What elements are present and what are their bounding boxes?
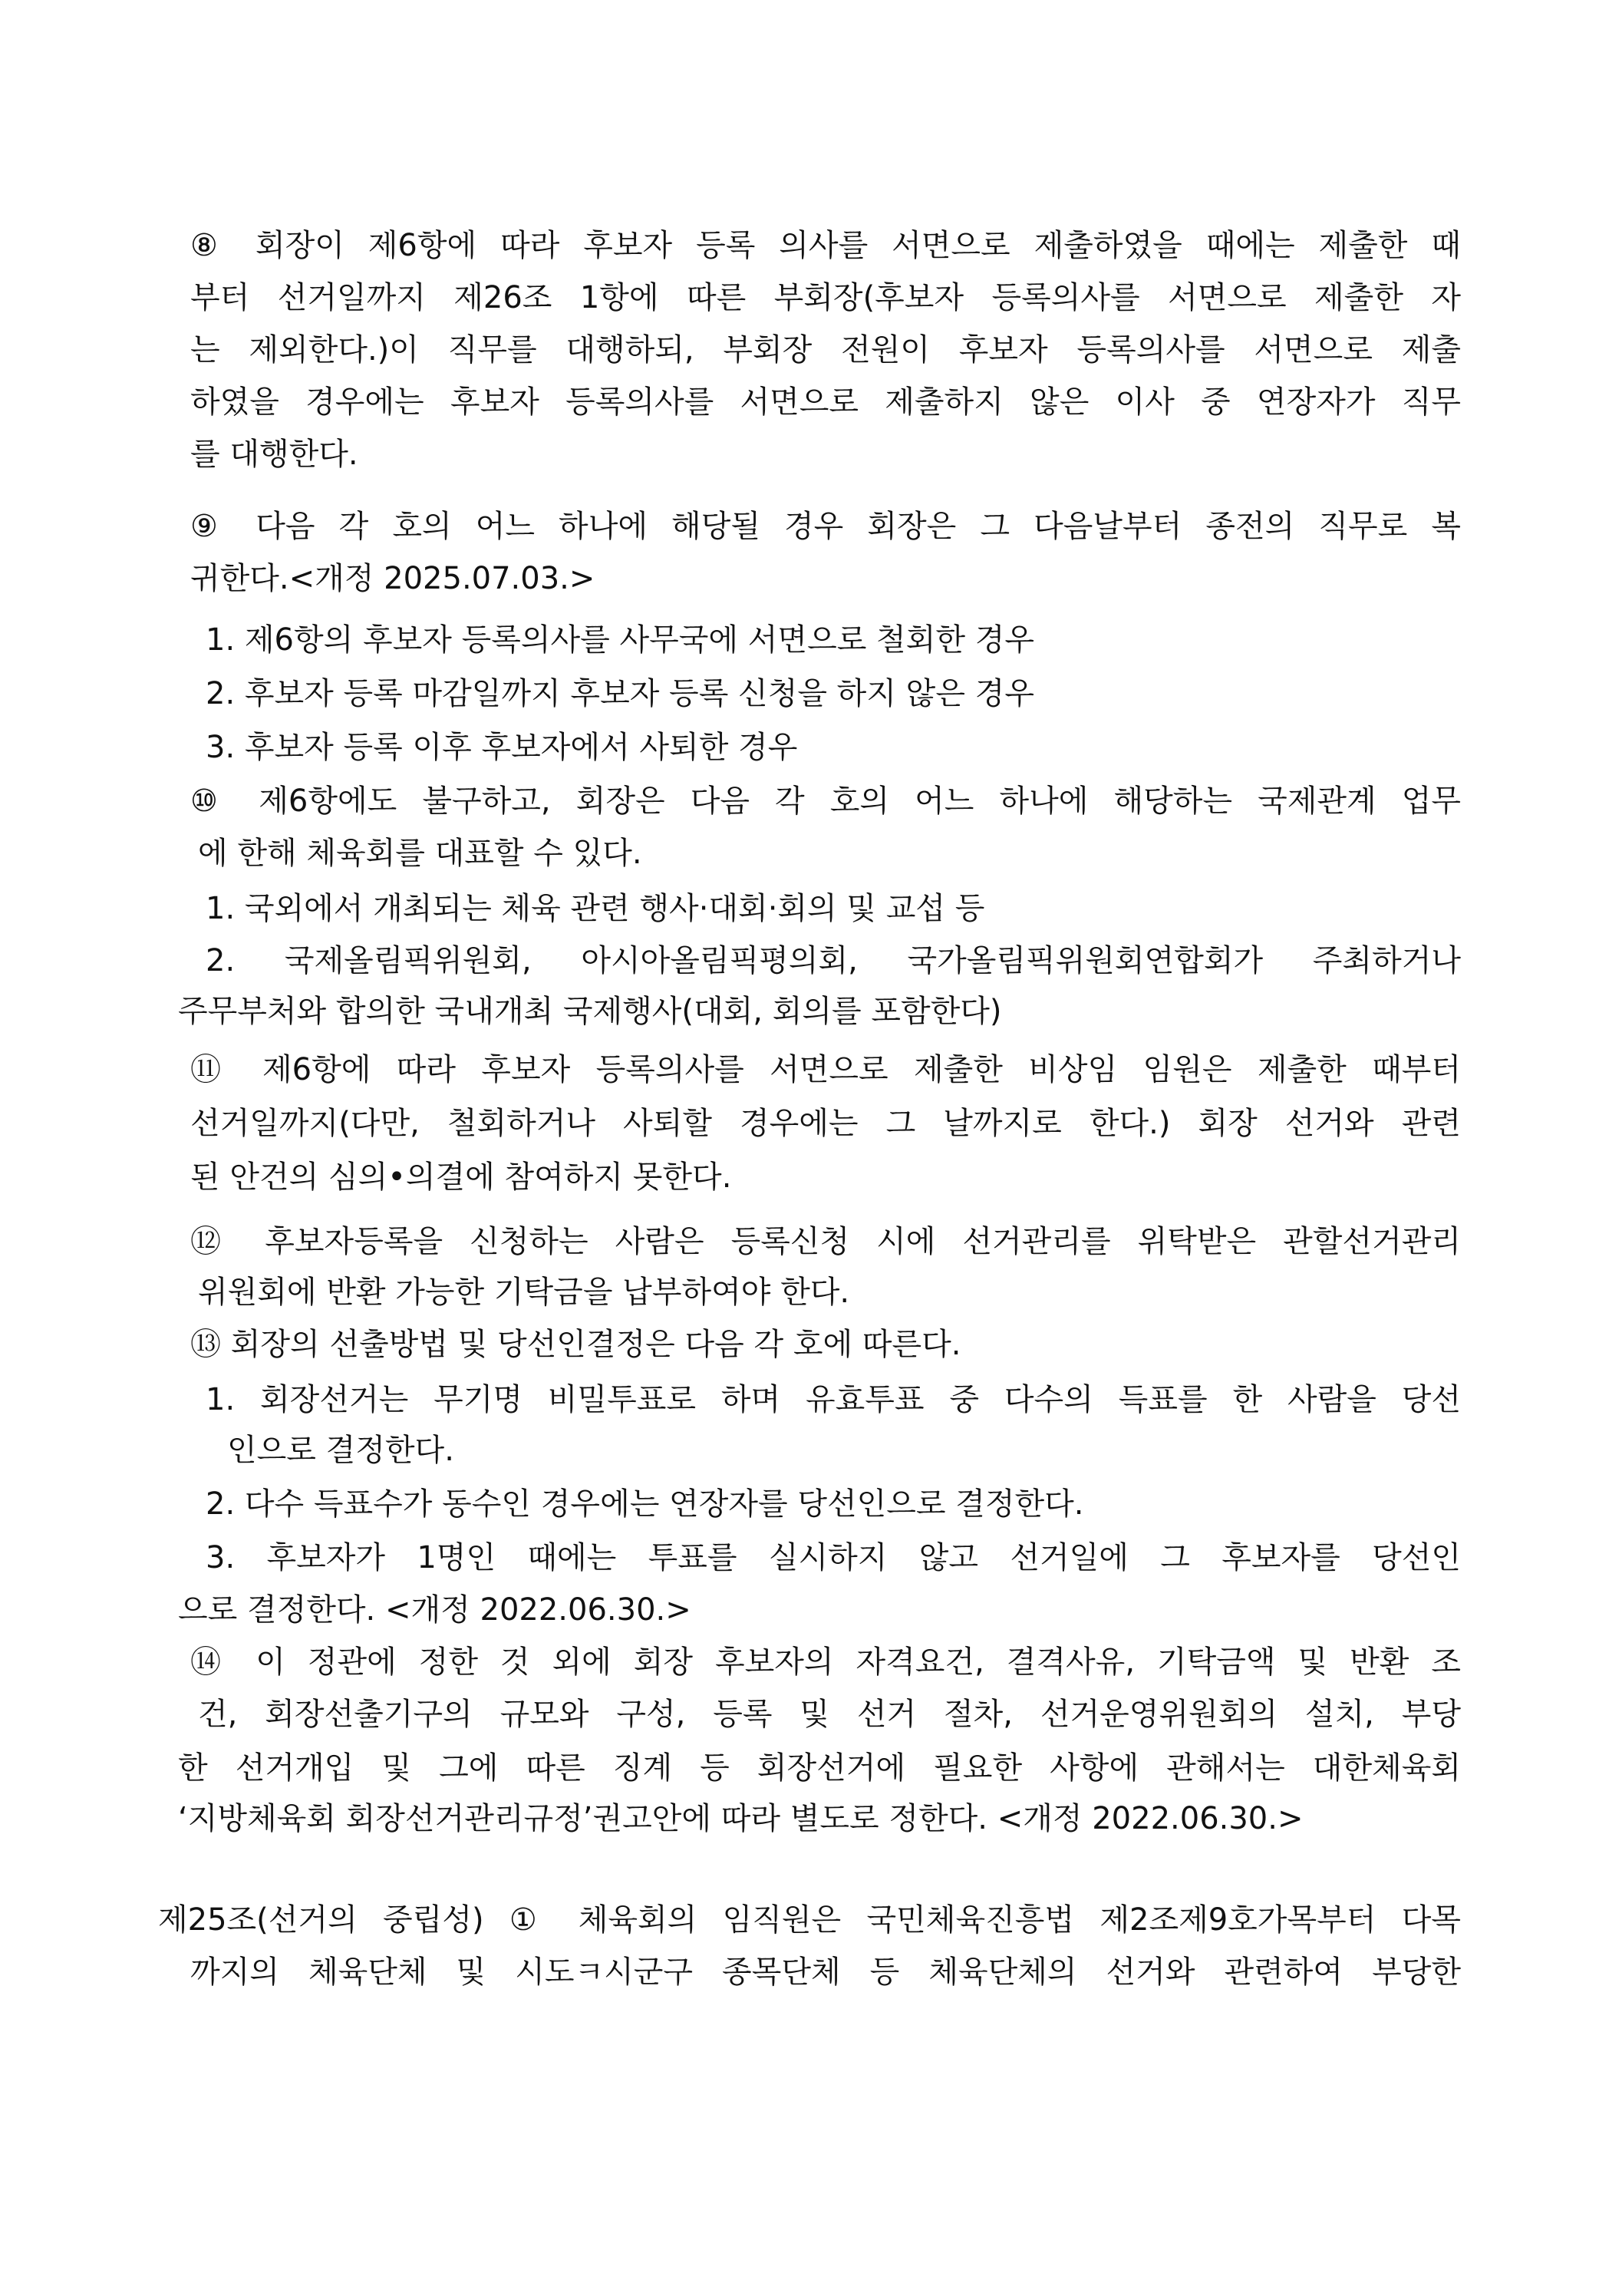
para-10-item-2-cont: 주무부처와 합의한 국내개최 국제행사(대회, 회의를 포함한다) [178,994,1002,1029]
para-13-item-2: 2. 다수 득표수가 동수인 경우에는 연장자를 당선인으로 결정한다. [206,1486,1084,1522]
para-13-item-1: 1. 회장선거는 무기명 비밀투표로 하며 유효투표 중 다수의 득표를 한 사람을 당선 [206,1382,1461,1417]
para-10-item-2: 2. 국제올림픽위원회, 아시아올림픽평의회, 국가올림픽위원회연합회가 주최하거나 [206,943,1461,978]
para-9-item-2: 2. 후보자 등록 마감일까지 후보자 등록 신청을 하지 않은 경우 [206,676,1034,711]
para-10-line-1: ⑩ 제6항에도 불구하고, 회장은 다음 각 호의 어느 하나에 해당하는 국제관계 업무 [190,783,1461,819]
para-14-line-1: ⑭ 이 정관에 정한 것 외에 회장 후보자의 자격요건, 결격사유, 기탁금액 및 반환 조 [190,1644,1461,1680]
para-14-line-3: 한 선거개입 및 그에 따른 징계 등 회장선거에 필요한 사항에 관해서는 대한체육회 [178,1750,1461,1786]
article-25-line-1: 제25조(선거의 중립성) ① 체육회의 임직원은 국민체육진흥법 제2조제9호가목부터 다목 [158,1902,1461,1938]
para-14-line-2: 건, 회장선출기구의 규모와 구성, 등록 및 선거 절차, 선거운영위원회의 설치, 부당 [198,1697,1461,1732]
para-8-line-3: 는 제외한다.)이 직무를 대행하되, 부회장 전원이 후보자 등록의사를 서면으로 제출 [190,332,1461,368]
para-8-line-1: ⑧ 회장이 제6항에 따라 후보자 등록 의사를 서면으로 제출하였을 때에는 제출한 때 [190,228,1461,263]
article-25-line-2: 까지의 체육단체 및 시도ㅋ시군구 종목단체 등 체육단체의 선거와 관련하여 부당한 [190,1955,1461,1990]
para-13-item-1-cont: 인으로 결정한다. [227,1433,454,1468]
para-9-item-1: 1. 제6항의 후보자 등록의사를 사무국에 서면으로 철회한 경우 [206,622,1034,658]
para-10-item-1: 1. 국외에서 개최되는 체육 관련 행사·대회·회의 및 교섭 등 [206,891,985,926]
para-13-item-3-cont: 으로 결정한다. <개정 2022.06.30.> [178,1592,691,1628]
para-9-line-2: 귀한다.<개정 2025.07.03.> [190,561,595,596]
para-14-line-4: ‘지방체육회 회장선거관리규정’권고안에 따라 별도로 정한다. <개정 2022.06.30.> [178,1801,1304,1836]
para-9-line-1: ⑨ 다음 각 호의 어느 하나에 해당될 경우 회장은 그 다음날부터 종전의 직무로 복 [190,509,1461,544]
para-10-line-2: 에 한해 체육회를 대표할 수 있다. [198,836,642,871]
para-9-item-3: 3. 후보자 등록 이후 후보자에서 사퇴한 경우 [206,730,798,765]
para-8-line-2: 부터 선거일까지 제26조 1항에 따른 부회장(후보자 등록의사를 서면으로 제출한 자 [190,280,1461,315]
para-11-line-3: 된 안건의 심의•의결에 참여하지 못한다. [190,1160,732,1195]
para-12-line-2: 위원회에 반환 가능한 기탁금을 납부하여야 한다. [198,1275,850,1310]
para-12-line-1: ⑫ 후보자등록을 신청하는 사람은 등록신청 시에 선거관리를 위탁받은 관할선거관리 [190,1224,1461,1259]
para-8-line-4: 하였을 경우에는 후보자 등록의사를 서면으로 제출하지 않은 이사 중 연장자가 직무 [190,384,1461,420]
para-13-line-1: ⑬ 회장의 선출방법 및 당선인결정은 다음 각 호에 따른다. [190,1327,961,1362]
para-8-line-5: 를 대행한다. [190,437,358,472]
para-11-line-2: 선거일까지(다만, 철회하거나 사퇴할 경우에는 그 날까지로 한다.) 회장 선거와 관련 [190,1106,1461,1141]
para-11-line-1: ⑪ 제6항에 따라 후보자 등록의사를 서면으로 제출한 비상임 임원은 제출한 때부터 [190,1052,1461,1087]
para-13-item-3: 3. 후보자가 1명인 때에는 투표를 실시하지 않고 선거일에 그 후보자를 당선인 [206,1540,1461,1575]
